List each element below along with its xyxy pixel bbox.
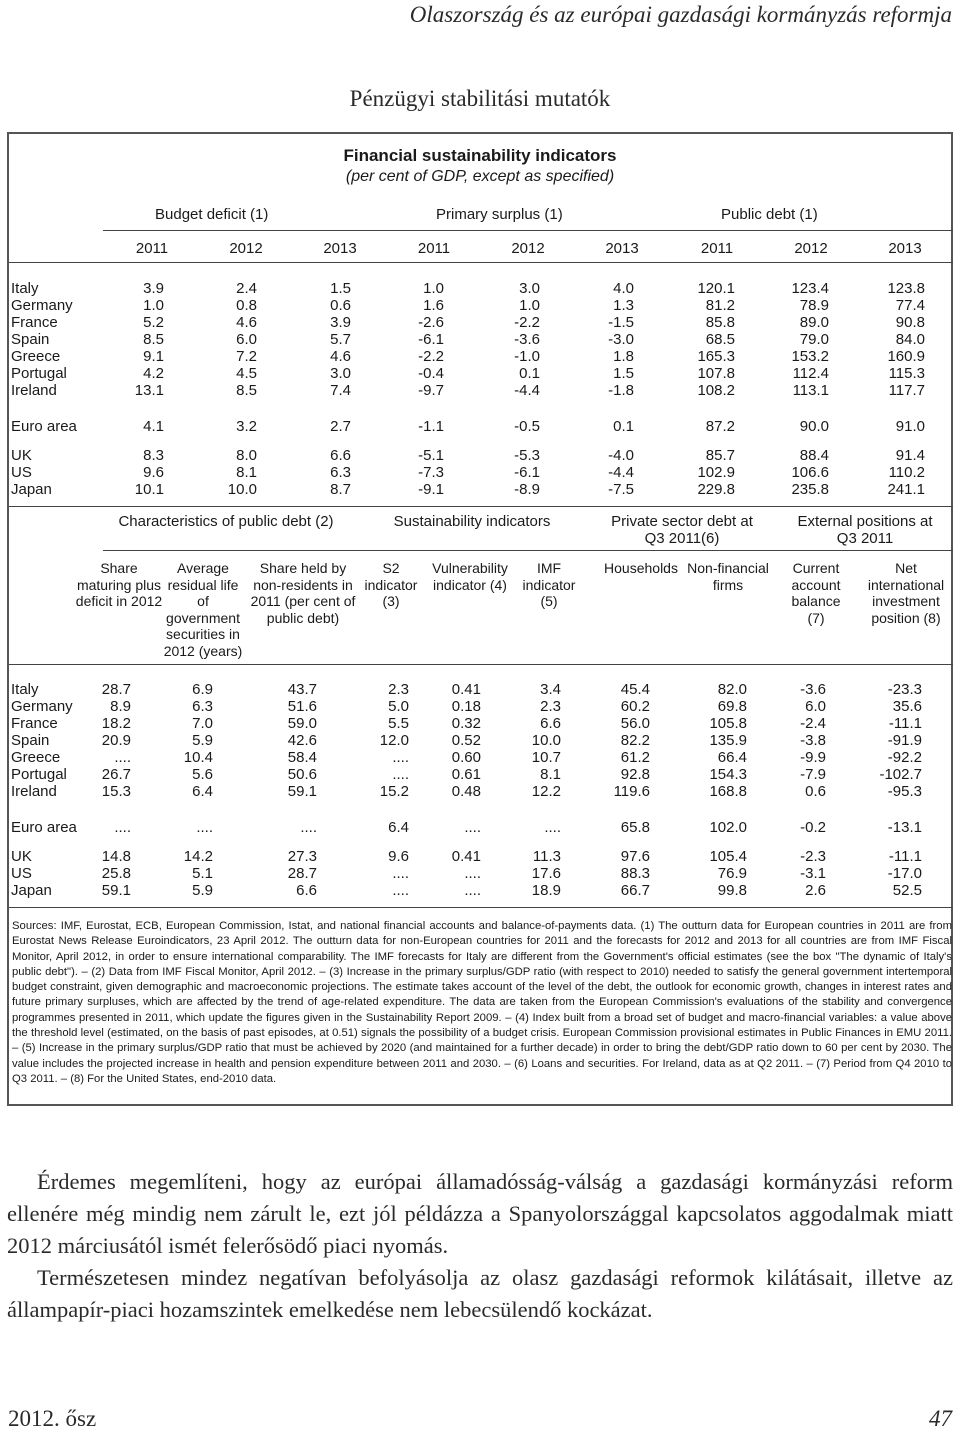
table-cell: -102.7 — [879, 766, 922, 783]
table-cell: 5.6 — [192, 766, 213, 783]
table-cell: -2.2 — [514, 314, 540, 331]
table-cell: 117.7 — [888, 382, 925, 399]
row-label: Euro area — [11, 819, 77, 836]
group-header-rule — [103, 230, 953, 231]
column-header: Average residual life of government securities in 2012 (years) — [163, 560, 243, 659]
footer-issue: 2012. ősz — [8, 1406, 97, 1431]
table-cell: 8.1 — [540, 766, 561, 783]
table-cell: 0.61 — [451, 766, 481, 783]
row-label: Spain — [11, 331, 50, 348]
row-label: Ireland — [11, 382, 57, 399]
group-header: Private sector debt at Q3 2011(6) — [611, 513, 753, 547]
table-cell: 45.4 — [620, 681, 650, 698]
table-cell: 61.2 — [620, 749, 650, 766]
table-cell: 77.4 — [895, 297, 925, 314]
table-cell: 69.8 — [717, 698, 747, 715]
table-cell: 76.9 — [717, 865, 747, 882]
table-cell: 5.9 — [192, 732, 213, 749]
table-cell: 6.9 — [192, 681, 213, 698]
table-cell: 3.4 — [540, 681, 561, 698]
table-cell: 59.1 — [101, 882, 131, 899]
table-row — [9, 464, 951, 481]
table-cell: 8.5 — [236, 382, 257, 399]
table-cell: 6.6 — [540, 715, 561, 732]
table-cell: 7.0 — [192, 715, 213, 732]
table-cell: .... — [464, 819, 481, 836]
table-row — [9, 783, 951, 800]
table-cell: 82.0 — [717, 681, 747, 698]
row-label: Germany — [11, 297, 73, 314]
table-cell: 154.3 — [709, 766, 747, 783]
table-cell: -2.3 — [800, 848, 826, 865]
table-cell: 78.9 — [799, 297, 829, 314]
table-cell: 102.9 — [697, 464, 735, 481]
row-label: UK — [11, 447, 32, 464]
table-cell: 10.7 — [531, 749, 561, 766]
table-cell: .... — [544, 819, 561, 836]
table-cell: 6.4 — [192, 783, 213, 800]
table-cell: 2.3 — [388, 681, 409, 698]
table-cell: .... — [392, 749, 409, 766]
table-cell: 0.32 — [451, 715, 481, 732]
table-cell: 1.5 — [330, 280, 351, 297]
table-row — [9, 297, 951, 314]
table-cell: -3.6 — [800, 681, 826, 698]
table-cell: 79.0 — [799, 331, 829, 348]
row-label: Italy — [11, 280, 39, 297]
table-cell: .... — [196, 819, 213, 836]
table-row — [9, 447, 951, 464]
table-cell: 0.6 — [330, 297, 351, 314]
table-cell: -3.8 — [800, 732, 826, 749]
table-cell: 0.52 — [451, 732, 481, 749]
body-paragraph-2: Természetesen mindez negatívan befolyásolja az olasz gazdasági reformok kilátásait, illetve az állampapír-piaci hozamszintek emelkedése nem lebecsülendő kockázat. — [7, 1265, 953, 1322]
table-cell: 1.0 — [143, 297, 164, 314]
row-label: Portugal — [11, 365, 67, 382]
table-cell: 106.6 — [791, 464, 829, 481]
table-cell: 35.6 — [892, 698, 922, 715]
table-cell: 66.4 — [717, 749, 747, 766]
year-header: 2012 — [511, 240, 545, 257]
table-cell: 66.7 — [620, 882, 650, 899]
table-cell: -5.1 — [418, 447, 444, 464]
row-label: Germany — [11, 698, 73, 715]
header-rule — [9, 262, 953, 263]
header-rule — [9, 664, 953, 665]
column-header: Share held by non-residents in 2011 (per cent of public debt) — [250, 560, 356, 626]
table-cell: 97.6 — [620, 848, 650, 865]
table-cell: .... — [114, 749, 131, 766]
table-row — [9, 865, 951, 882]
table-cell: 235.8 — [791, 481, 829, 498]
page-heading: Pénzügyi stabilitási mutatók — [349, 86, 611, 111]
table-cell: 165.3 — [697, 348, 735, 365]
notes-text: Sources: IMF, Eurostat, ECB, European Commission, Istat, and national financial accounts and balance-of-payments data. (1) The outturn data for European countries in 2011 are from Eurostat News Release Euroindicators, 23 April 2012. The outturn data for non-European countries for 2011 and the forecasts for 2012 and 2013 for all countries are from IMF Fiscal Monitor, April 2012, in order to ensure international comparability. The IMF forecasts for Italy are different from the Government's official estimates (see the box "The dynamic of Italy's public debt"). – (2) Data from IMF Fiscal Monitor, April 2012. – (3) Increase in the primary surplus/GDP ratio (with respect to 2010) needed to satisfy the general government intertemporal budget constraint, given demographic and macroeconomic projections. The estimate takes account of the level of the debt, the outlook for economic growth, changes in interest rates and future primary surpluses, which are affected by the trend of age-related expenditure. The data are taken from the European Commission's evaluations of the stability and convergence programmes presented in 2011, which update the figures given in the Sustainability Report 2009. – (4) Index built from a broad set of budget and macro-financial variables: a value above the threshold level (estimated, on the basis of past episodes, at 0.51) signals the possibility of a budget crisis. European Commission provisional estimates in Public Finances in EMU 2011. – (5) Increase in the primary surplus/GDP ratio that must be achieved by 2020 (and maintained for a further decade) in order to bring the debt/GDP ratio down to 60 per cent by 2030. The value includes the projected increase in health and pension expenditure between 2011 and 2030. – (6) Loans and securities. For Ireland, data as at Q2 2011. – (7) Period from Q4 2010 to Q3 2011. – (8) For the United States, end-2010 data. — [12, 920, 952, 1085]
table-row — [9, 848, 951, 865]
table-cell: .... — [464, 882, 481, 899]
table-cell: 50.6 — [287, 766, 317, 783]
table-cell: -4.0 — [608, 447, 634, 464]
table-row — [9, 365, 951, 382]
group-header: Primary surplus (1) — [436, 206, 563, 223]
row-label: Japan — [11, 481, 52, 498]
table-cell: 6.3 — [192, 698, 213, 715]
group-header-rule — [103, 550, 953, 551]
table-cell: 0.6 — [805, 783, 826, 800]
table-cell: 120.1 — [697, 280, 735, 297]
table-cell: 65.8 — [620, 819, 650, 836]
table-cell: 5.2 — [143, 314, 164, 331]
table-cell: 0.8 — [236, 297, 257, 314]
table-cell: 3.0 — [519, 280, 540, 297]
table-cell: 119.6 — [613, 783, 650, 800]
table-cell: -6.1 — [418, 331, 444, 348]
table-cell: 107.8 — [697, 365, 735, 382]
table-cell: 112.4 — [792, 365, 829, 382]
table-cell: 1.0 — [423, 280, 444, 297]
table-cell: 2.3 — [540, 698, 561, 715]
table-cell: 10.4 — [183, 749, 213, 766]
table-cell: 28.7 — [101, 681, 131, 698]
table-cell: -4.4 — [608, 464, 634, 481]
table-cell: 42.6 — [287, 732, 317, 749]
table-cell: -9.9 — [800, 749, 826, 766]
table-cell: 20.9 — [101, 732, 131, 749]
table-cell: 10.0 — [531, 732, 561, 749]
table-notes — [12, 919, 952, 1087]
table-cell: -1.5 — [608, 314, 634, 331]
row-label: Ireland — [11, 783, 57, 800]
row-label: Euro area — [11, 418, 77, 435]
table-row — [9, 749, 951, 766]
table-cell: 28.7 — [287, 865, 317, 882]
table-cell: 0.48 — [451, 783, 481, 800]
table-row — [9, 382, 951, 399]
column-header: Non-financial firms — [687, 560, 769, 593]
table-cell: 8.9 — [110, 698, 131, 715]
table-cell: 89.0 — [799, 314, 829, 331]
table-cell: -95.3 — [887, 783, 922, 800]
table-cell: 0.18 — [451, 698, 481, 715]
table-cell: -91.9 — [887, 732, 922, 749]
table-cell: 4.6 — [330, 348, 351, 365]
table-subtitle: (per cent of GDP, except as specified) — [345, 168, 615, 185]
table-cell: 8.7 — [330, 481, 351, 498]
table-cell: 115.3 — [888, 365, 925, 382]
group-header: Characteristics of public debt (2) — [118, 513, 334, 530]
table-cell: 6.4 — [388, 819, 409, 836]
table-cell: 13.1 — [134, 382, 164, 399]
panel-separator — [9, 506, 953, 507]
table-cell: 153.2 — [791, 348, 829, 365]
column-header: IMF indicator (5) — [522, 560, 576, 609]
table-cell: 91.4 — [895, 447, 925, 464]
table-cell: 99.8 — [717, 882, 747, 899]
table-cell: 8.1 — [236, 464, 257, 481]
table-cell: 5.7 — [330, 331, 351, 348]
table-cell: 56.0 — [620, 715, 650, 732]
table-cell: 58.4 — [287, 749, 317, 766]
table-cell: 4.0 — [613, 280, 634, 297]
table-cell: 82.2 — [620, 732, 650, 749]
table-row — [9, 314, 951, 331]
table-cell: 108.2 — [697, 382, 735, 399]
row-label: Greece — [11, 749, 61, 766]
table-cell: -2.6 — [418, 314, 444, 331]
table-cell: 8.3 — [143, 447, 164, 464]
table-cell: 3.9 — [143, 280, 164, 297]
table-cell: 2.6 — [805, 882, 826, 899]
table-row — [9, 280, 951, 297]
table-row — [9, 698, 951, 715]
table-cell: 85.7 — [705, 447, 735, 464]
column-header: S2 indicator (3) — [364, 560, 418, 609]
table-row — [9, 481, 951, 498]
table-cell: -23.3 — [887, 681, 922, 698]
column-header: Share maturing plus deficit in 2012 — [75, 560, 163, 609]
table-cell: -3.1 — [800, 865, 826, 882]
table-row — [9, 732, 951, 749]
table-cell: 0.60 — [451, 749, 481, 766]
year-header: 2013 — [888, 240, 922, 257]
table-cell: 6.0 — [805, 698, 826, 715]
table-cell: 10.1 — [134, 481, 164, 498]
table-cell: -7.9 — [800, 766, 826, 783]
table-cell: .... — [392, 865, 409, 882]
table-cell: 1.5 — [613, 365, 634, 382]
year-header: 2012 — [794, 240, 828, 257]
table-cell: -4.4 — [514, 382, 540, 399]
table-cell: 68.5 — [705, 331, 735, 348]
table-cell: 90.8 — [895, 314, 925, 331]
table-cell: 5.9 — [192, 882, 213, 899]
table-cell: 87.2 — [705, 418, 735, 435]
row-label: US — [11, 865, 32, 882]
table-cell: 7.2 — [236, 348, 257, 365]
row-label: Spain — [11, 732, 50, 749]
table-cell: 15.2 — [379, 783, 409, 800]
table-cell: 113.1 — [792, 382, 829, 399]
table-cell: -1.8 — [608, 382, 634, 399]
row-label: France — [11, 715, 58, 732]
table-cell: 6.0 — [236, 331, 257, 348]
table-cell: 6.3 — [330, 464, 351, 481]
table-cell: -2.4 — [800, 715, 826, 732]
table-cell: 3.0 — [330, 365, 351, 382]
row-label: Japan — [11, 882, 52, 899]
row-label: Greece — [11, 348, 61, 365]
table-cell: -9.1 — [418, 481, 444, 498]
table-cell: 4.2 — [143, 365, 164, 382]
table-cell: 14.2 — [183, 848, 213, 865]
table-cell: 14.8 — [101, 848, 131, 865]
table-cell: 27.3 — [287, 848, 317, 865]
year-header: 2013 — [605, 240, 639, 257]
table-cell: 59.1 — [287, 783, 317, 800]
year-header: 2011 — [417, 240, 451, 257]
table-cell: -0.2 — [800, 819, 826, 836]
table-cell: 110.2 — [888, 464, 925, 481]
table-cell: 1.6 — [423, 297, 444, 314]
table-cell: -9.7 — [418, 382, 444, 399]
group-header: Budget deficit (1) — [155, 206, 269, 223]
table-cell: -13.1 — [887, 819, 922, 836]
table-cell: .... — [392, 882, 409, 899]
table-cell: -17.0 — [887, 865, 922, 882]
table-cell: 11.3 — [532, 848, 561, 865]
table-cell: 4.5 — [236, 365, 257, 382]
table-cell: 9.1 — [143, 348, 164, 365]
table-cell: 123.8 — [887, 280, 925, 297]
table-cell: 7.4 — [330, 382, 351, 399]
table-row — [9, 715, 951, 732]
table-cell: 90.0 — [799, 418, 829, 435]
table-cell: 1.8 — [613, 348, 634, 365]
table-cell: 0.41 — [451, 681, 481, 698]
column-header: Vulnerability indicator (4) — [432, 560, 508, 593]
column-header: Net international investment position (8) — [867, 560, 945, 626]
table-cell: 0.41 — [451, 848, 481, 865]
table-cell: -11.1 — [888, 715, 922, 732]
table-row — [9, 766, 951, 783]
row-label: US — [11, 464, 32, 481]
table-row — [9, 819, 951, 836]
year-header: 2012 — [229, 240, 263, 257]
indicators-table-figure — [7, 132, 953, 1106]
table-cell: 105.8 — [709, 715, 747, 732]
table-cell: .... — [392, 766, 409, 783]
table-cell: -11.1 — [888, 848, 922, 865]
table-cell: 18.9 — [531, 882, 561, 899]
group-header: Public debt (1) — [721, 206, 818, 223]
table-cell: -0.5 — [514, 418, 540, 435]
table-cell: 85.8 — [705, 314, 735, 331]
footer-page-number: 47 — [929, 1406, 952, 1431]
table-cell: 1.3 — [613, 297, 634, 314]
group-header: External positions at Q3 2011 — [797, 513, 933, 547]
table-cell: 105.4 — [709, 848, 747, 865]
table-cell: 9.6 — [143, 464, 164, 481]
table-cell: 9.6 — [388, 848, 409, 865]
table-cell: -3.0 — [608, 331, 634, 348]
group-header: Sustainability indicators — [393, 513, 551, 530]
table-cell: 10.0 — [227, 481, 257, 498]
table-cell: 88.4 — [799, 447, 829, 464]
column-header: Current account balance (7) — [791, 560, 841, 626]
table-cell: 26.7 — [101, 766, 131, 783]
table-cell: 12.0 — [379, 732, 409, 749]
table-cell: 43.7 — [287, 681, 317, 698]
table-title: Financial sustainability indicators — [343, 146, 617, 165]
table-cell: -2.2 — [418, 348, 444, 365]
table-cell: 59.0 — [287, 715, 317, 732]
table-cell: 18.2 — [101, 715, 131, 732]
table-cell: 12.2 — [531, 783, 561, 800]
table-cell: 8.5 — [143, 331, 164, 348]
row-label: Italy — [11, 681, 39, 698]
table-cell: .... — [300, 819, 317, 836]
table-row — [9, 348, 951, 365]
table-cell: -3.6 — [514, 331, 540, 348]
table-cell: 6.6 — [296, 882, 317, 899]
table-cell: 6.6 — [330, 447, 351, 464]
table-cell: 3.2 — [236, 418, 257, 435]
body-paragraph-1: Érdemes megemlíteni, hogy az európai államadósság-válság a gazdasági kormányzási reform ellenére még mindig nem zárult le, ezt jól példázza a Spanyolországgal kapcsolatos aggodalmak miatt 2012 márciusától ismét felerősödő piaci nyomás. — [7, 1169, 953, 1258]
table-row — [9, 331, 951, 348]
table-cell: -1.0 — [514, 348, 540, 365]
table-cell: 5.5 — [388, 715, 409, 732]
table-cell: 0.1 — [613, 418, 634, 435]
table-cell: .... — [114, 819, 131, 836]
table-cell: 3.9 — [330, 314, 351, 331]
table-cell: 52.5 — [892, 882, 922, 899]
table-cell: -5.3 — [514, 447, 540, 464]
table-cell: 81.2 — [705, 297, 735, 314]
table-cell: 4.6 — [236, 314, 257, 331]
table-cell: -0.4 — [418, 365, 444, 382]
table-cell: -7.3 — [418, 464, 444, 481]
table-cell: 5.1 — [192, 865, 213, 882]
table-cell: 168.8 — [709, 783, 747, 800]
column-header: Households — [604, 560, 678, 576]
table-cell: .... — [464, 865, 481, 882]
table-cell: 25.8 — [101, 865, 131, 882]
table-cell: 1.0 — [519, 297, 540, 314]
table-cell: 135.9 — [709, 732, 747, 749]
table-cell: 102.0 — [709, 819, 747, 836]
table-cell: 8.0 — [236, 447, 257, 464]
row-label: France — [11, 314, 58, 331]
table-row — [9, 418, 951, 435]
table-cell: 0.1 — [519, 365, 540, 382]
running-header: Olaszország és az európai gazdasági kormányzás reformja — [409, 2, 952, 27]
table-cell: 60.2 — [620, 698, 650, 715]
table-cell: -6.1 — [514, 464, 540, 481]
table-cell: 241.1 — [887, 481, 925, 498]
table-cell: 229.8 — [697, 481, 735, 498]
table-cell: 160.9 — [887, 348, 925, 365]
table-cell: 5.0 — [388, 698, 409, 715]
row-label: UK — [11, 848, 32, 865]
table-cell: -1.1 — [418, 418, 444, 435]
table-cell: 17.6 — [531, 865, 561, 882]
table-cell: 84.0 — [895, 331, 925, 348]
body-text — [7, 1166, 953, 1326]
table-row — [9, 681, 951, 698]
row-label: Portugal — [11, 766, 67, 783]
table-cell: 91.0 — [895, 418, 925, 435]
year-header: 2013 — [323, 240, 357, 257]
table-cell: 123.4 — [791, 280, 829, 297]
table-cell: 2.4 — [236, 280, 257, 297]
year-header: 2011 — [700, 240, 734, 257]
table-cell: 4.1 — [143, 418, 164, 435]
table-cell: 92.8 — [620, 766, 650, 783]
table-cell: -92.2 — [887, 749, 922, 766]
table-cell: 2.7 — [330, 418, 351, 435]
table-row — [9, 882, 951, 899]
panel-separator — [9, 907, 953, 908]
table-cell: 15.3 — [101, 783, 131, 800]
table-cell: -8.9 — [514, 481, 540, 498]
year-header: 2011 — [135, 240, 169, 257]
table-cell: 88.3 — [620, 865, 650, 882]
table-cell: 51.6 — [287, 698, 317, 715]
table-cell: -7.5 — [608, 481, 634, 498]
